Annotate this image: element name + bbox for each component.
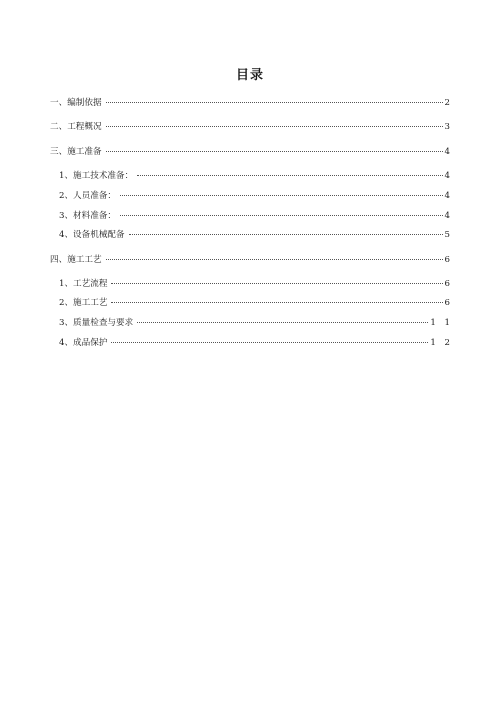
toc-entry[interactable] [50, 96, 453, 110]
toc-entry[interactable] [59, 296, 453, 310]
toc-entry[interactable] [59, 277, 453, 291]
toc-page-number: 1 2 [430, 338, 453, 348]
toc-entry-label: 3、材料准备： [59, 211, 117, 221]
toc-entry[interactable] [59, 336, 453, 350]
toc-page-number: 4 [444, 171, 453, 181]
toc-dot-leader [106, 102, 443, 103]
toc-entry[interactable] [59, 189, 453, 203]
toc-dot-leader [106, 126, 443, 127]
toc-entry-label: 三、施工准备 [50, 147, 102, 157]
toc-entry-label: 四、施工工艺 [50, 255, 102, 265]
toc-entry-label: 一、编制依据 [50, 98, 102, 108]
toc-entry-label: 2、人员准备： [59, 191, 117, 201]
toc-page-number: 5 [444, 230, 453, 240]
toc-entry-label: 4、成品保护 [59, 338, 108, 348]
toc-page-number: 6 [444, 298, 453, 308]
toc-page-number: 4 [444, 211, 453, 221]
toc-dot-leader [137, 322, 428, 323]
toc-entry[interactable] [50, 253, 453, 267]
toc-dot-leader [129, 234, 443, 235]
page-title: 目录 [235, 68, 264, 83]
toc-page-number: 6 [444, 255, 453, 265]
toc-dot-leader [111, 342, 428, 343]
toc-page-number: 2 [444, 98, 453, 108]
toc-dot-leader [111, 302, 442, 303]
toc-entry[interactable] [59, 316, 453, 330]
toc-entry[interactable] [59, 228, 453, 242]
toc-page-number: 3 [444, 122, 453, 132]
toc-entry-label: 二、工程概况 [50, 122, 102, 132]
toc-entry[interactable] [50, 145, 453, 159]
toc-entry-label: 1、施工技术准备： [59, 171, 134, 181]
toc-entry[interactable] [59, 209, 453, 223]
toc-entry-label: 2、施工工艺 [59, 298, 108, 308]
toc-dot-leader [120, 215, 443, 216]
toc-page-number: 4 [444, 191, 453, 201]
toc-entry-label: 4、设备机械配备 [59, 230, 125, 240]
toc-dot-leader [137, 175, 442, 176]
toc-entry[interactable] [50, 120, 453, 134]
toc-entry[interactable] [59, 169, 453, 183]
toc-page-number: 4 [444, 147, 453, 157]
toc-entry-label: 1、工艺流程 [59, 279, 108, 289]
toc-entry-label: 3、质量检查与要求 [59, 318, 134, 328]
toc-page-number: 1 1 [430, 318, 453, 328]
toc-dot-leader [106, 259, 443, 260]
toc-dot-leader [120, 195, 443, 196]
toc-dot-leader [111, 283, 442, 284]
toc-page-number: 6 [444, 279, 453, 289]
toc-dot-leader [106, 151, 443, 152]
